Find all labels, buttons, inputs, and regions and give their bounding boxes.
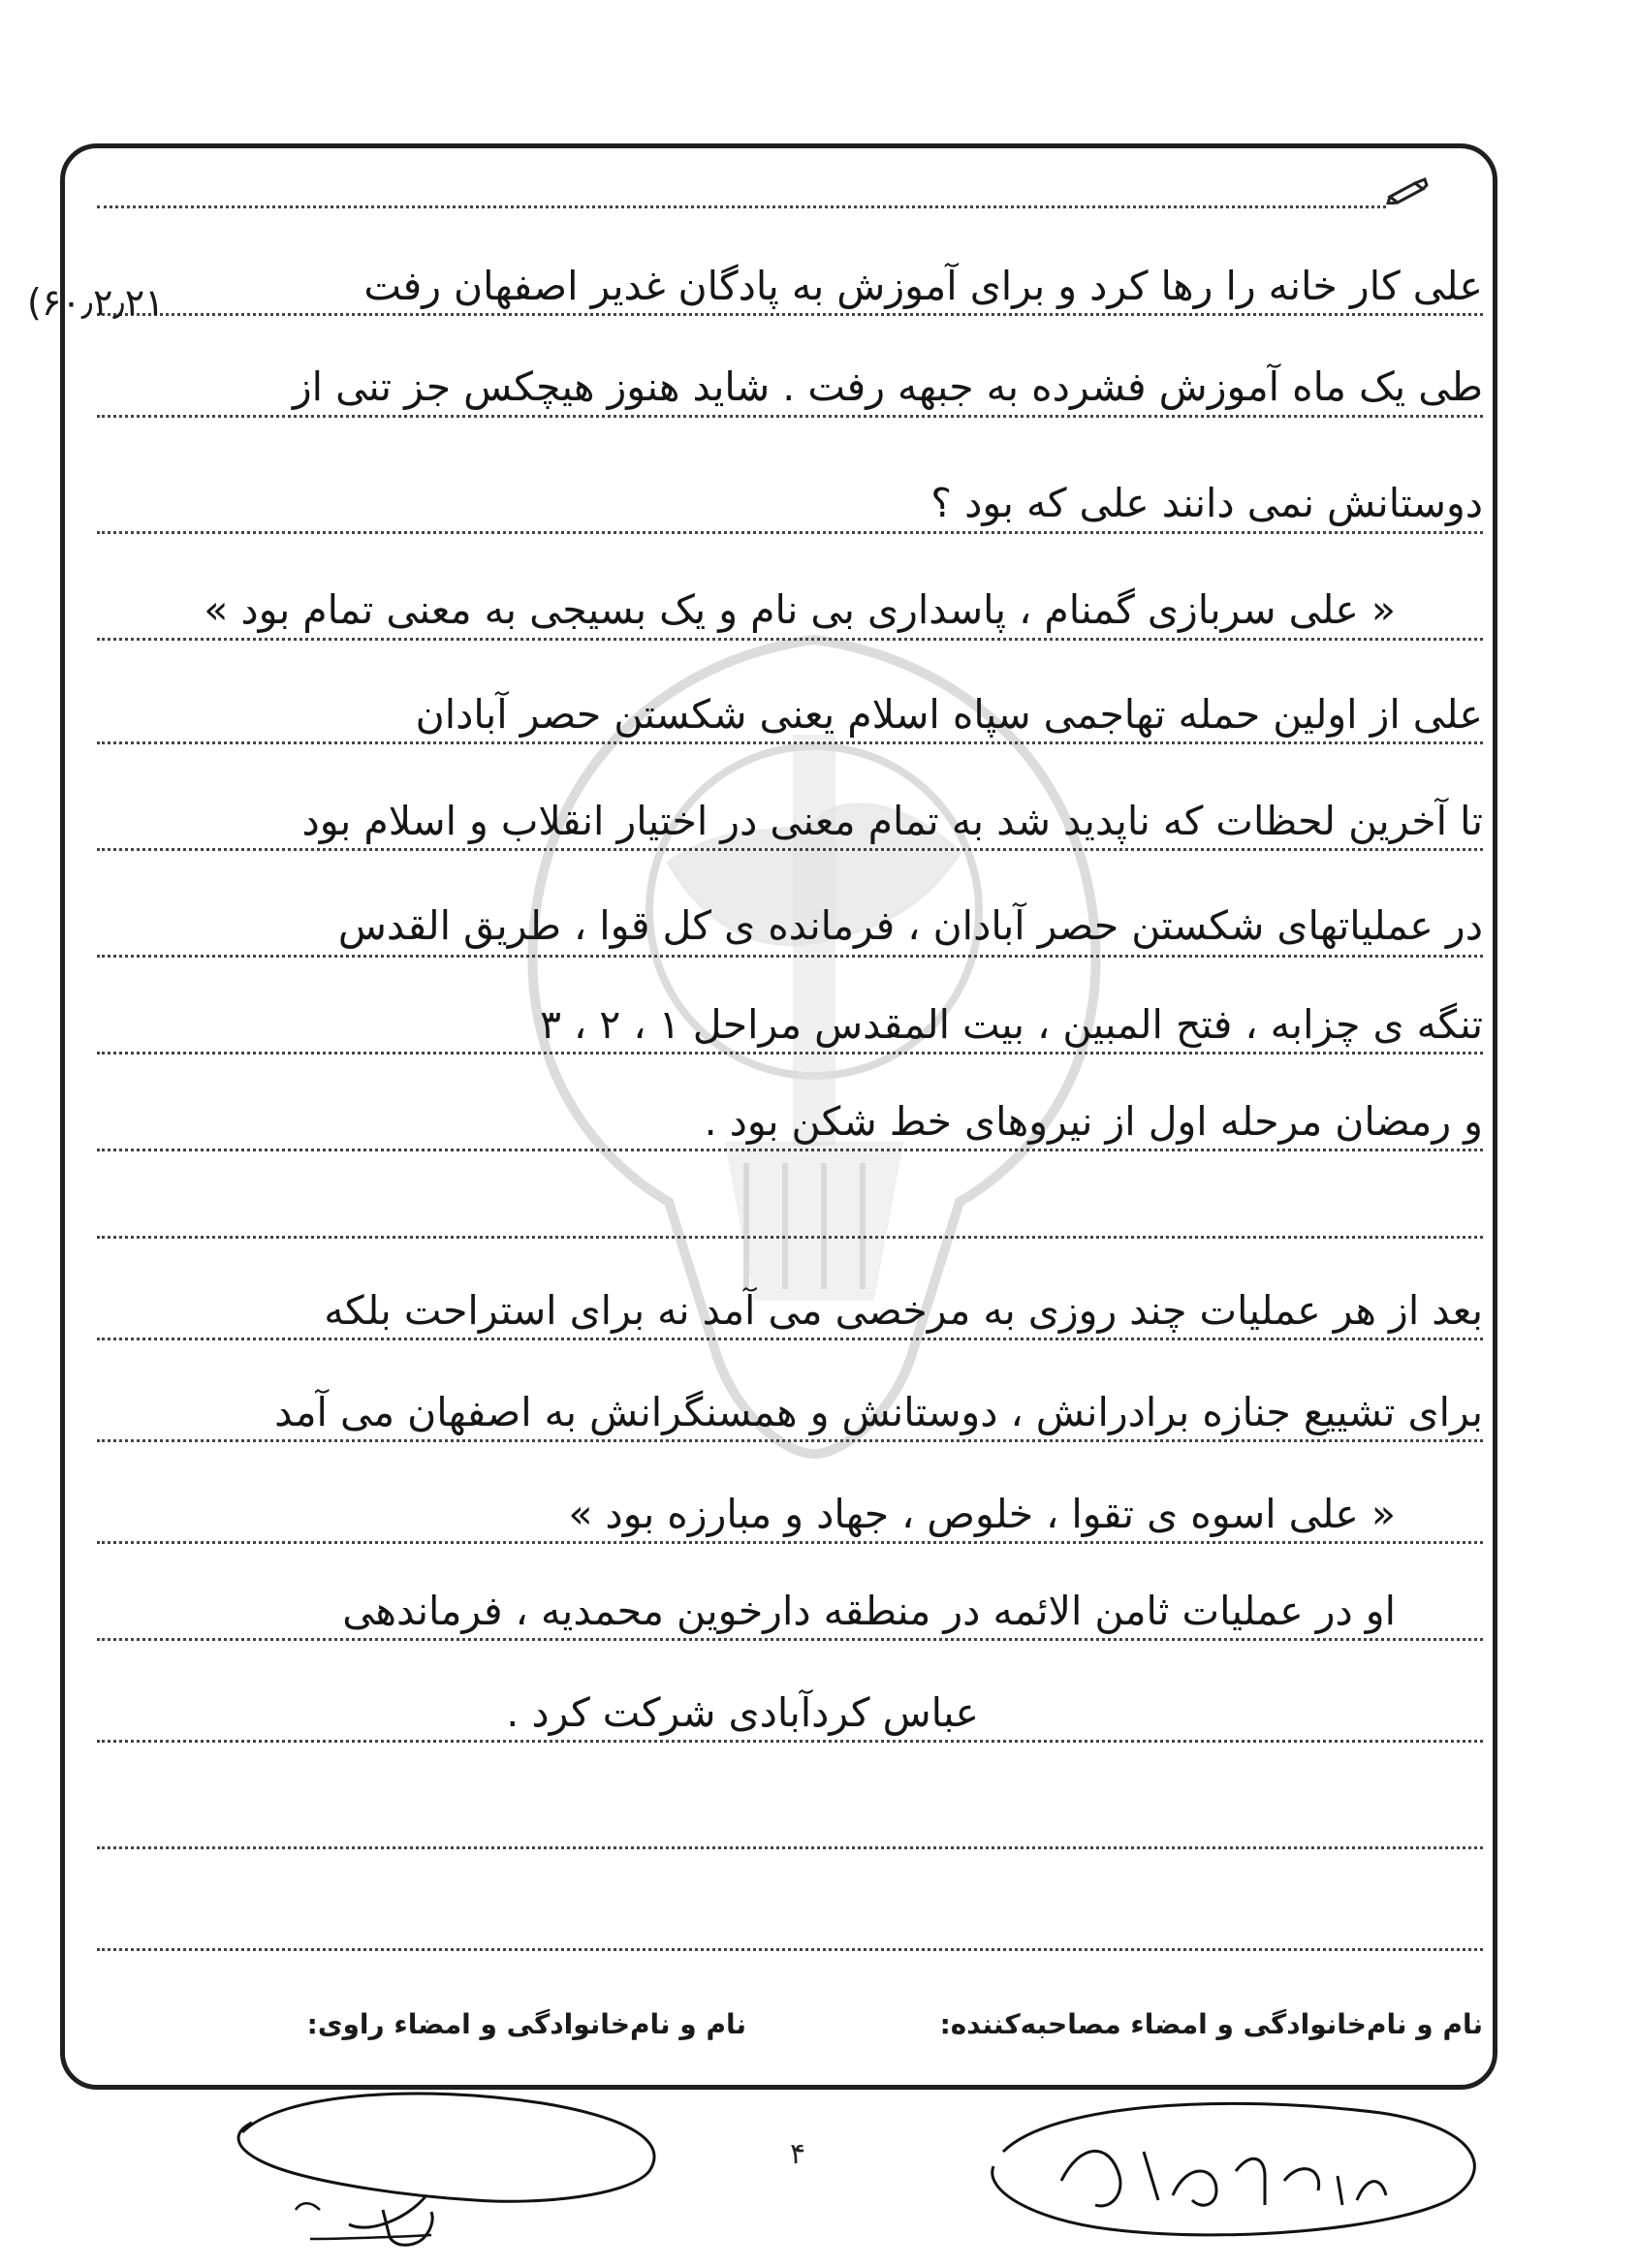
ruled-line <box>97 415 1483 418</box>
ruled-line <box>97 313 1483 316</box>
ruled-line <box>97 1439 1483 1442</box>
handwritten-line-6: تا آخرین لحظات که ناپدید شد به تمام معنی در اختیار انقلاب و اسلام بود <box>301 798 1483 844</box>
handwritten-line-12: برای تشییع جنازه برادرانش ، دوستانش و همسنگرانش به اصفهان می آمد <box>274 1389 1483 1435</box>
ruled-line <box>97 741 1483 744</box>
ruled-line <box>97 1638 1483 1641</box>
interviewer-signature <box>974 2084 1497 2258</box>
ruled-line <box>97 1846 1483 1849</box>
handwritten-line-2: طی یک ماه آموزش فشرده به جبهه رفت . شاید هنوز هیچکس جز تنی از <box>292 363 1483 410</box>
interviewer-signature-label: نام و نام‌خانوادگی و امضاء مصاحبه‌کننده: <box>939 2008 1483 2040</box>
handwritten-line-3: دوستانش نمی دانند علی که بود ؟ <box>930 480 1483 526</box>
handwritten-line-4: « علی سربازی گمنام ، پاسداری بی نام و یک بسیجی به معنی تمام بود » <box>204 586 1396 633</box>
handwritten-line-8: تنگه ی چزابه ، فتح المبین ، بیت المقدس مراحل ۱ ، ۲ ، ۳ <box>539 1001 1483 1048</box>
handwritten-line-1: علی کار خانه را رها کرد و برای آموزش به پادگان غدیر اصفهان رفت <box>363 263 1483 309</box>
ruled-line <box>97 1948 1483 1951</box>
narrator-signature <box>223 2074 678 2258</box>
ruled-line <box>97 1149 1483 1151</box>
handwritten-line-14: او در عملیات ثامن الائمه در منطقه دارخوین محمدیه ، فرماندهی <box>342 1588 1396 1634</box>
ruled-line <box>97 1541 1483 1544</box>
ruled-line <box>97 955 1483 958</box>
margin-date-note: (۶۰٫۲٫۲۱ <box>27 281 165 324</box>
ruled-line <box>97 531 1483 534</box>
ruled-line <box>97 1740 1483 1743</box>
ruled-line <box>97 1338 1483 1340</box>
ruled-line <box>97 1236 1483 1239</box>
page-number: ۴ <box>790 2137 806 2171</box>
pen-icon <box>1386 177 1429 205</box>
ruled-line <box>97 638 1483 641</box>
narrator-signature-label: نام و نام‌خانوادگی و امضاء راوی: <box>306 2008 746 2040</box>
header-dotted-line <box>97 205 1386 208</box>
ruled-line <box>97 848 1483 851</box>
handwritten-line-15: عباس کردآبادی شرکت کرد . <box>506 1689 979 1736</box>
handwritten-line-11: بعد از هر عملیات چند روزی به مرخصی می آمد نه برای استراحت بلکه <box>324 1287 1483 1334</box>
handwritten-line-13: « علی اسوه ی تقوا ، خلوص ، جهاد و مبارزه بود » <box>568 1491 1396 1537</box>
handwritten-line-7: در عملیاتهای شکستن حصر آبادان ، فرمانده ی کل قوا ، طریق القدس <box>337 902 1483 949</box>
handwritten-line-5: علی از اولین حمله تهاجمی سپاه اسلام یعنی شکستن حصر آبادان <box>415 691 1483 738</box>
ruled-line <box>97 1052 1483 1055</box>
handwritten-line-9: و رمضان مرحله اول از نیروهای خط شکن بود . <box>704 1098 1483 1145</box>
